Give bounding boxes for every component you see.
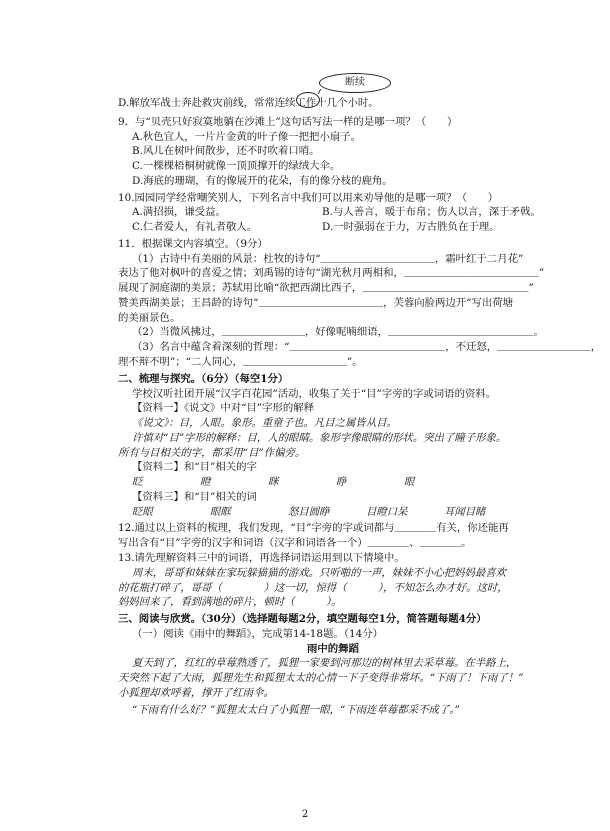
section-2-intro: 学校汉听社团开展“汉字百花园”活动，收集了关于“目”字旁的字或词语的资料。	[132, 387, 497, 400]
story-p1-b: 天突然下起了大雨，狐狸先生和狐狸太太的心情一下子变得非常坏。“下雨了！下雨了！”	[118, 672, 524, 685]
q11-line-2: 表达了他对枫叶的喜爱之情；刘禹锡的诗句“湖光秋月两相和，＿＿＿＿＿＿＿＿＿＿＿＿＿”	[118, 267, 545, 280]
material-1-quote: 《说文》：目，人眼。象形。重童子也。凡目之属皆从目。	[132, 417, 397, 430]
q11-stem: 11．根据课文内容填空。（9分）	[118, 237, 268, 250]
material-1-note: 所有与目相关的字，都采用“目”作偏旁。	[118, 446, 306, 459]
q13-stem: 13.请先理解资料三中的词语，再选择词语运用到以下情境中。	[118, 551, 405, 564]
q11-line-7: （3）名言中蕴含着深刻的哲理：“＿＿＿＿＿＿＿＿＿＿＿＿＿＿＿，不迁怒，＿＿＿＿＿＿＿＿＿，	[132, 341, 602, 354]
q11-line-5: 的美丽景色。	[118, 311, 181, 324]
section-2-title: 二、梳理与探究。（6分）（每空1分）	[118, 372, 289, 385]
section-3-title: 三、阅读与欣赏。（30分）（选择题每题2分，填空题每空1分，简答题每题4分）	[118, 613, 487, 626]
q11-line-1: （1）古诗中有美丽的风景：杜牧的诗句“＿＿＿＿＿＿＿＿＿＿＿，霜叶红于二月花”	[132, 252, 524, 265]
word-item: 眨眼	[132, 505, 153, 518]
q11-line-6: （2）当微风拂过，＿＿＿＿＿＿＿＿，好像呢喃细语，＿＿＿＿＿＿＿＿＿＿＿＿＿＿。	[132, 326, 544, 339]
word-item: 耳闻目睹	[444, 505, 486, 518]
q9-option-b: B.风儿在树叶间散步，还不时吹着口哨。	[132, 145, 320, 158]
q9-option-a: A.秋色宜人，一片片金黄的叶子像一把把小扇子。	[132, 130, 362, 143]
story-p1-c: 小狐狸却欢呼着，撑开了红雨伞。	[118, 686, 274, 699]
story-p1-a: 夏天到了，红红的草莓熟透了，狐狸一家要到河那边的树林里去采草莓。在半路上，	[132, 657, 517, 670]
q8-option-d: D.解放军战士奔赴救灾前线，常常连续工作十几个小时。	[118, 97, 379, 109]
q12-line-2: 写出含有“目”字旁的汉字和词语（汉字和词语各一个）＿＿＿＿、＿＿＿＿。	[118, 537, 472, 550]
char-item: 眼	[404, 476, 415, 489]
char-item: 睁	[336, 476, 347, 489]
story-p2: “下雨有什么好？”狐狸太太白了小狐狸一眼，“下雨连草莓都采不成了。”	[132, 703, 460, 716]
char-item: 眨	[132, 476, 143, 489]
q9-option-d: D.海底的珊瑚，有的像展开的花朵，有的像分枝的鹿角。	[132, 174, 393, 187]
q11-line-4: 赞美西湖美景；王昌龄的诗句“＿＿＿＿＿＿＿＿＿＿＿＿，芙蓉向脸两边开”写出荷塘	[118, 296, 514, 309]
q10-option-d: D.一时强弱在于力，万古胜负在于理。	[322, 221, 500, 234]
q9-option-c: C.一棵棵梧桐树就像一顶顶撑开的绿绒大伞。	[132, 160, 341, 173]
material-2-heading: 【资料二】和“目”相关的字	[132, 461, 257, 474]
page-number: 2	[301, 809, 309, 820]
q11-line-8: 理不辩不明”；“二人同心，＿＿＿＿＿＿＿＿＿＿”。	[118, 356, 363, 369]
exam-content	[118, 96, 602, 717]
section-3-sub: （一）阅读《雨中的舞蹈》，完成第14-18题。（14分）	[132, 627, 383, 640]
word-item: 眼眶	[210, 505, 231, 518]
material-1-heading: 【资料一】《说文》中对“目”字形的解释	[132, 402, 315, 415]
material-3-heading: 【资料三】和“目”相关的词	[132, 490, 257, 503]
q10-row-2	[118, 220, 548, 235]
material-3-words	[118, 505, 548, 520]
word-item: 怒目圆睁	[288, 505, 330, 518]
material-1-explain: 许慎对“目”字形的解释：目，人的眼睛。象形字像眼睛的形状。突出了瞳子形象。	[132, 431, 507, 444]
q13-scenario-1: 周末，哥哥和妹妹在家玩躲猫猫的游戏。只听啪的一声，妹妹不小心把妈妈最喜欢	[132, 566, 507, 579]
annotation-bubble: 断续	[319, 73, 391, 93]
annotation-pointer	[318, 89, 329, 94]
q10-stem: 10.园园同学经常嘲笑别人，下列名言中我们可以用来劝导他的是哪一项？（ ）	[118, 191, 499, 204]
q9-stem: 9．与“贝壳只好寂寞地躺在沙滩上”这句话写法一样的是哪一项？（ ）	[118, 115, 458, 128]
q11-line-3: 展现了洞庭湖的美景；苏轼用比喻“欲把西湖比西子，＿＿＿＿＿＿＿＿＿＿＿＿＿＿＿＿”	[118, 282, 534, 295]
q12-line-1: 12.通过以上资料的梳理，我们发现，“目”字旁的字或词都与＿＿＿＿有关，你还能再	[118, 522, 509, 535]
q13-scenario-2: 的花瓶打碎了，哥哥（ ）这一切，惊得（ ），不知怎么办才好。这时，	[118, 581, 508, 594]
char-item: 瞪	[200, 476, 211, 489]
q10-option-a: A.满招损，谦受益。	[132, 206, 226, 219]
story-title: 雨中的舞蹈	[307, 642, 359, 655]
char-item: 眯	[268, 476, 279, 489]
q10-option-c: C.仁者爱人，有礼者敬人。	[132, 221, 258, 234]
material-2-chars	[118, 475, 548, 490]
q13-scenario-3: 妈妈回来了，看到满地的碎片，顿时（ ）。	[118, 596, 342, 609]
q10-row-1	[118, 205, 548, 220]
q10-option-b: B.与人善言，暖于布帛；伤人以言，深于矛戟。	[322, 206, 541, 219]
word-item: 目瞪口呆	[366, 505, 408, 518]
